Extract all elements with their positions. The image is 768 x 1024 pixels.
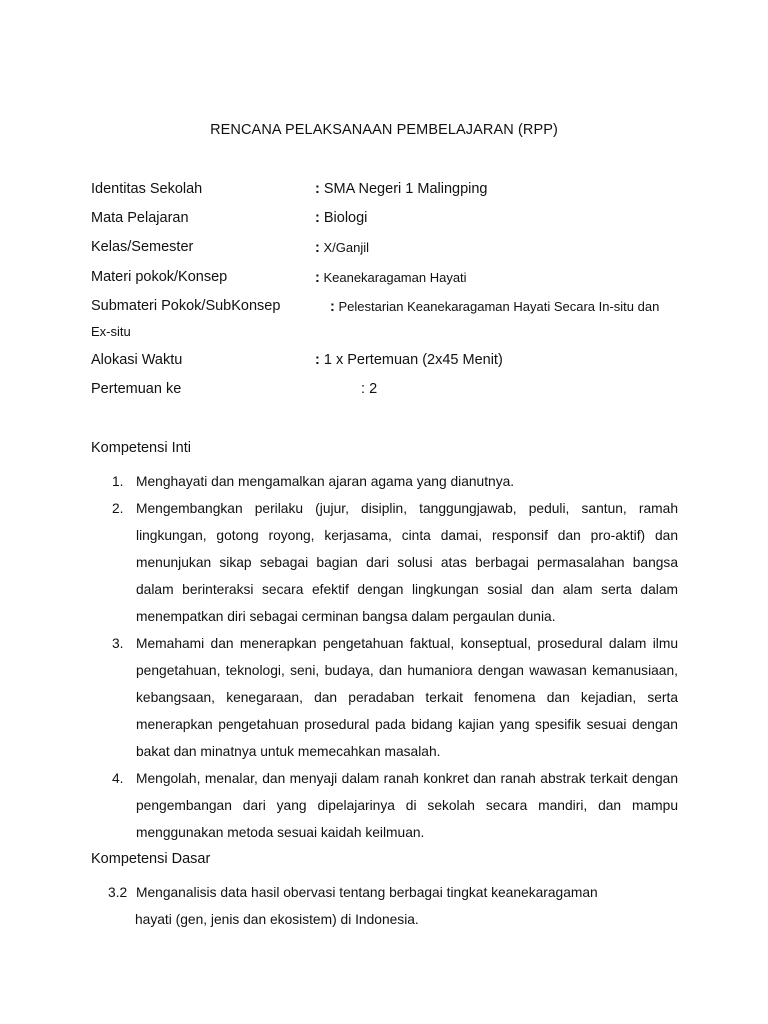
- kd-item-text: Menganalisis data hasil obervasi tentang berbagai tingkat keanekaragaman: [136, 885, 598, 900]
- list-item: [112, 495, 678, 630]
- list-item: [112, 630, 678, 765]
- identity-label-pertemuan: Pertemuan ke: [91, 381, 182, 397]
- identity-value-submateri-continuation: Ex-situ: [91, 324, 131, 339]
- list-item-text: Memahami dan menerapkan pengetahuan faktual, konseptual, prosedural dalam ilmu pengetahuan, teknologi, seni, budaya, dan humaniora dengan wawasan kemanusiaan, kebangsaan, kenegaraan, dan peradaban terkait fenomena dan kejadian, serta menerapkan pengetahuan prosedural pada bidang kajian yang spesifik sesuai dengan bakat dan minatnya untuk memecahkan masalah.: [136, 636, 678, 759]
- identity-value-sekolah: : SMA Negeri 1 Malingping: [315, 181, 488, 197]
- identity-label-materi: Materi pokok/Konsep: [91, 269, 228, 285]
- identity-label-sekolah: Identitas Sekolah: [91, 181, 203, 197]
- list-item-number: 2.: [112, 501, 124, 516]
- kd-item-continuation: hayati (gen, jenis dan ekosistem) di Indonesia.: [135, 912, 419, 927]
- list-item: [112, 468, 678, 495]
- list-item-text: Mengembangkan perilaku (jujur, disiplin, tanggungjawab, peduli, santun, ramah lingkungan, gotong royong, kerjasama, cinta damai, responsif dan pro-aktif) dan menunjukan sikap sebagai bagian dari solusi atas berbagai permasalahan bangsa dalam berinteraksi secara efektif dengan lingkungan sosial dan alam serta dalam menempatkan diri sebagai cerminan bangsa dalam pergaulan dunia.: [136, 501, 678, 624]
- identity-value-mapel: : Biologi: [315, 210, 368, 226]
- list-item-number: 1.: [112, 474, 124, 489]
- list-item-number: 3.: [112, 636, 124, 651]
- identity-value-kelas: : X/Ganjil: [315, 240, 369, 256]
- list-item-number: 4.: [112, 771, 124, 786]
- identity-label-kelas: Kelas/Semester: [91, 239, 194, 255]
- identity-label-alokasi: Alokasi Waktu: [91, 352, 183, 368]
- identity-label-submateri: Submateri Pokok/SubKonsep: [91, 298, 281, 314]
- list-item: [112, 765, 678, 846]
- identity-value-alokasi: : 1 x Pertemuan (2x45 Menit): [315, 352, 503, 368]
- identity-value-submateri: : Pelestarian Keanekaragaman Hayati Secara In-situ dan: [330, 299, 660, 315]
- kompetensi-dasar-item: [108, 879, 668, 933]
- kompetensi-inti-heading: Kompetensi Inti: [91, 440, 191, 456]
- identity-label-mapel: Mata Pelajaran: [91, 210, 189, 226]
- list-item-text: Menghayati dan mengamalkan ajaran agama yang dianutnya.: [136, 474, 515, 489]
- identity-value-pertemuan: : 2: [361, 381, 378, 397]
- kd-item-number: 3.2: [108, 885, 128, 900]
- document-title: RENCANA PELAKSANAAN PEMBELAJARAN (RPP): [210, 122, 558, 138]
- kompetensi-dasar-heading: Kompetensi Dasar: [91, 851, 211, 867]
- kompetensi-inti-list: [112, 468, 678, 846]
- identity-value-materi: : Keanekaragaman Hayati: [315, 270, 467, 286]
- list-item-text: Mengolah, menalar, dan menyaji dalam ranah konkret dan ranah abstrak terkait dengan pengembangan dari yang dipelajarinya di sekolah secara mandiri, dan mampu menggunakan metoda sesuai kaidah keilmuan.: [136, 771, 678, 840]
